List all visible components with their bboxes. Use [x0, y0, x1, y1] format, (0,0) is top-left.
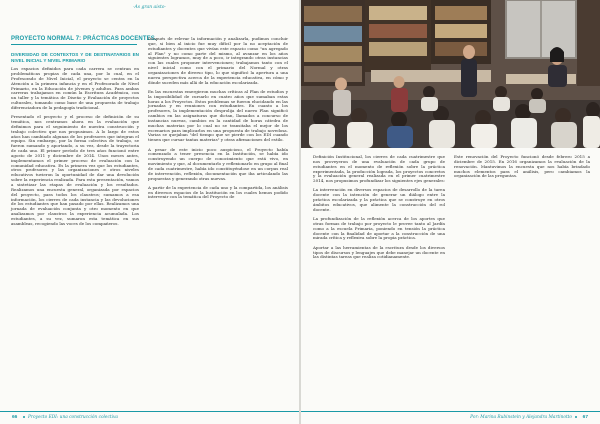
page-number: 67: [582, 415, 588, 420]
paragraph: La intervención en diversos espacios de desarrollo de la tarea docente con la intención de generar un diálogo entre la práctica escolarizada y la práctica que se construye en otros ámbitos educativos, que alimente la construcción del rol docente.: [313, 187, 445, 212]
page-number: 66: [12, 415, 18, 420]
paragraph: Los espacios definidos para cada carrera se centran en problemáticas propias de cada una, por lo cual, en el Profesorado de Nivel Inicial, el proyecto se centra en la Atención a la primera infancia y en el Profesorado de Nivel Primario, en la Educación de jóvenes y adultos. Para ambas carreras trabajamos en común la Escritura Académica, con un taller y la temática de Diseño y Evaluación de proyectos culturales, tomando como base de una propuesta de trabajo diferenciadora de la pedagogía tradicional.: [11, 66, 139, 110]
classroom-photo: [301, 0, 600, 148]
paragraph: Aportar a las herramientas de la escritura desde los diversos tipos de discursos y lenguajes que debe manejar un docente en las distintas tareas que realiza cotidianamente.: [313, 244, 445, 260]
left-page: [0, 0, 299, 424]
subheading: DIVERSIDAD DE CONTEXTOS Y DE DESTINATARIOS EN NIVEL INICIAL Y NIVEL PRIMARIO: [11, 52, 139, 63]
page-footer-right: [301, 411, 600, 424]
title-rule: [11, 44, 137, 45]
classroom-photo-illustration: [301, 0, 600, 148]
book-title: Proyecto EDI: una construcción colectiva: [28, 415, 118, 421]
authors-credit: Por: Marina Rubinstein y Alejandra Martinotto: [470, 415, 572, 421]
paragraph: Presentado el proyecto y el proceso de definición de su temática, nos centramos ahora en la evaluación que definimos para el seguimiento de nuestra construcción y trabajo colectivo que nos propusimos. A lo largo de estos años han cambiado algunas de los profesores que integran el equipo. Sin embargo, por la forma colectiva de trabajo, se fueron sumando y aportando, a su vez, desde la trayectoria de cada uno. El primer período de tres años funcionó entre agosto de 2011 y diciembre de 2014. Unos meses antes, implementamos el primer proceso de evaluación con la comunidad educativa. Es la primera vez que los estudiantes, otros profesores y las organizaciones e otros niveles educativos tuvieron la oportunidad de dar una devolución sobre la experiencia realizada. Para esta presentación, vamos a sintetizar las etapas de evaluación y los resultados. Realizamos una encuesta general, organizada por espacios del proyecto, para todos los claustros; sumamos a esa información, los cierres de cada instancia y las devoluciones de los estudiantes que han pasado por ellas. Realizamos una jornada de evaluación conjunta y otro momento en que analizamos por claustros la experiencia acumulada. Los estudiantes, a su vez, sumaron esta temática en sus asambleas, recogiendo las voces de los compañeros.: [11, 114, 139, 226]
section-title: PROYECTO NORMAL 7: PRÁCTICAS DOCENTES.: [11, 36, 157, 42]
text-column-4: [454, 155, 590, 184]
paragraph: En las encuestas emergieron muchas críticas al Plan de estudios y la imposibilidad de cursarlo en cuatro años que sumaban estas horas a los Proyectos. Estos problemas se fueron elucidando en las jornadas y en reuniones con estudiantes. En cuanto a los profesores, la implementación desprolija del nuevo Plan significó cambios en las asignaturas que dictan, llamados a concurso de instancias nuevas, cambios en la cantidad de horas cátedra de muchas materias por lo cual no se transitaba el mejor de los escenarios para implicarlos en una propuesta de trabajo novedosa. Varias se quejaban "del tiempo que se pierde con los EDI cuando tienen que cursar tantas materias" y otras afirmaciones del estilo.: [148, 88, 288, 143]
paragraph: Después de relevar la información y analizarla, pudimos concluir que, si bien al inicio fue muy difícil por la no aceptación de estudiantes y docentes que vivían este espacio como "un agregado al Plan" y no como parte del mismo, al avanzar en los años siguientes logramos, muy de a poco, ir integrando otras instancias con las cuales proponer intervenciones; trabajamos tanto con el nivel inicial como con el primario del Normal y otras organizaciones de diverso tipo, lo que significó la apertura a una nueva perspectiva acerca de la experiencia educativa, en cómo y dónde suceden más allá de la educación escolarizada.: [148, 36, 288, 85]
text-column-2: [148, 37, 288, 205]
text-column-1: [11, 52, 139, 231]
paragraph: Este renovación del Proyecto funcionó desde febrero 2015 a diciembre de 2015. En 2016 organizamos la evaluación de la renovación. Mantuvimos la encuesta que nos había brindado muchos elementos para el análisis, pero cambiamos la organización de las preguntas.: [454, 154, 590, 179]
paragraph: A partir de la experiencia de cada uno y la compartida, los análisis en diversos espacios de la Institución en los cuales hemos podido intervenir con la temática del Proyecto de: [148, 184, 288, 200]
paragraph: A pesar de este inicio poco auspicioso, el Proyecto había comenzado a tener presencia en la Institución, se había ido construyendo un cuerpo de conocimiento que está vivo, en movimiento y que, al documentarlo y reflexionarlo en grupo al final de cada cuatrimestre, había ido constituyéndose en un corpus real de intervención, reflexión, documentación que iba articulando las propuestas y generando otras nuevas.: [148, 146, 288, 181]
running-head: -As gran aisto-: [132, 5, 167, 10]
paragraph: Definición Institucional, los cierres de cada cuatrimestre que nos proveyeron de una evaluación de cada grupo de estudiantes en el momento de reflexión sobre la práctica experimentada, la producción lograda, los proyectos concretos y la evaluación general realizada en el primer cuatrimestre 2014, nos propusimos profundizar los siguientes ejes generales:: [313, 154, 445, 184]
separator-dot: [23, 416, 25, 418]
text-column-3: [313, 155, 445, 265]
separator-dot: [575, 416, 577, 418]
right-page: [301, 0, 600, 424]
page-footer-left: [0, 411, 299, 424]
paragraph: La profundización de la reflexión acerca de los aportes que otras formas de trabajo por proyecto le provee tanto al Jardín como a la escuela Primaria, poniendo en tensión la práctica docente con la finalidad de aportar a la construcción de una mirada crítica y reflexiva sobre la propia práctica.: [313, 216, 445, 241]
